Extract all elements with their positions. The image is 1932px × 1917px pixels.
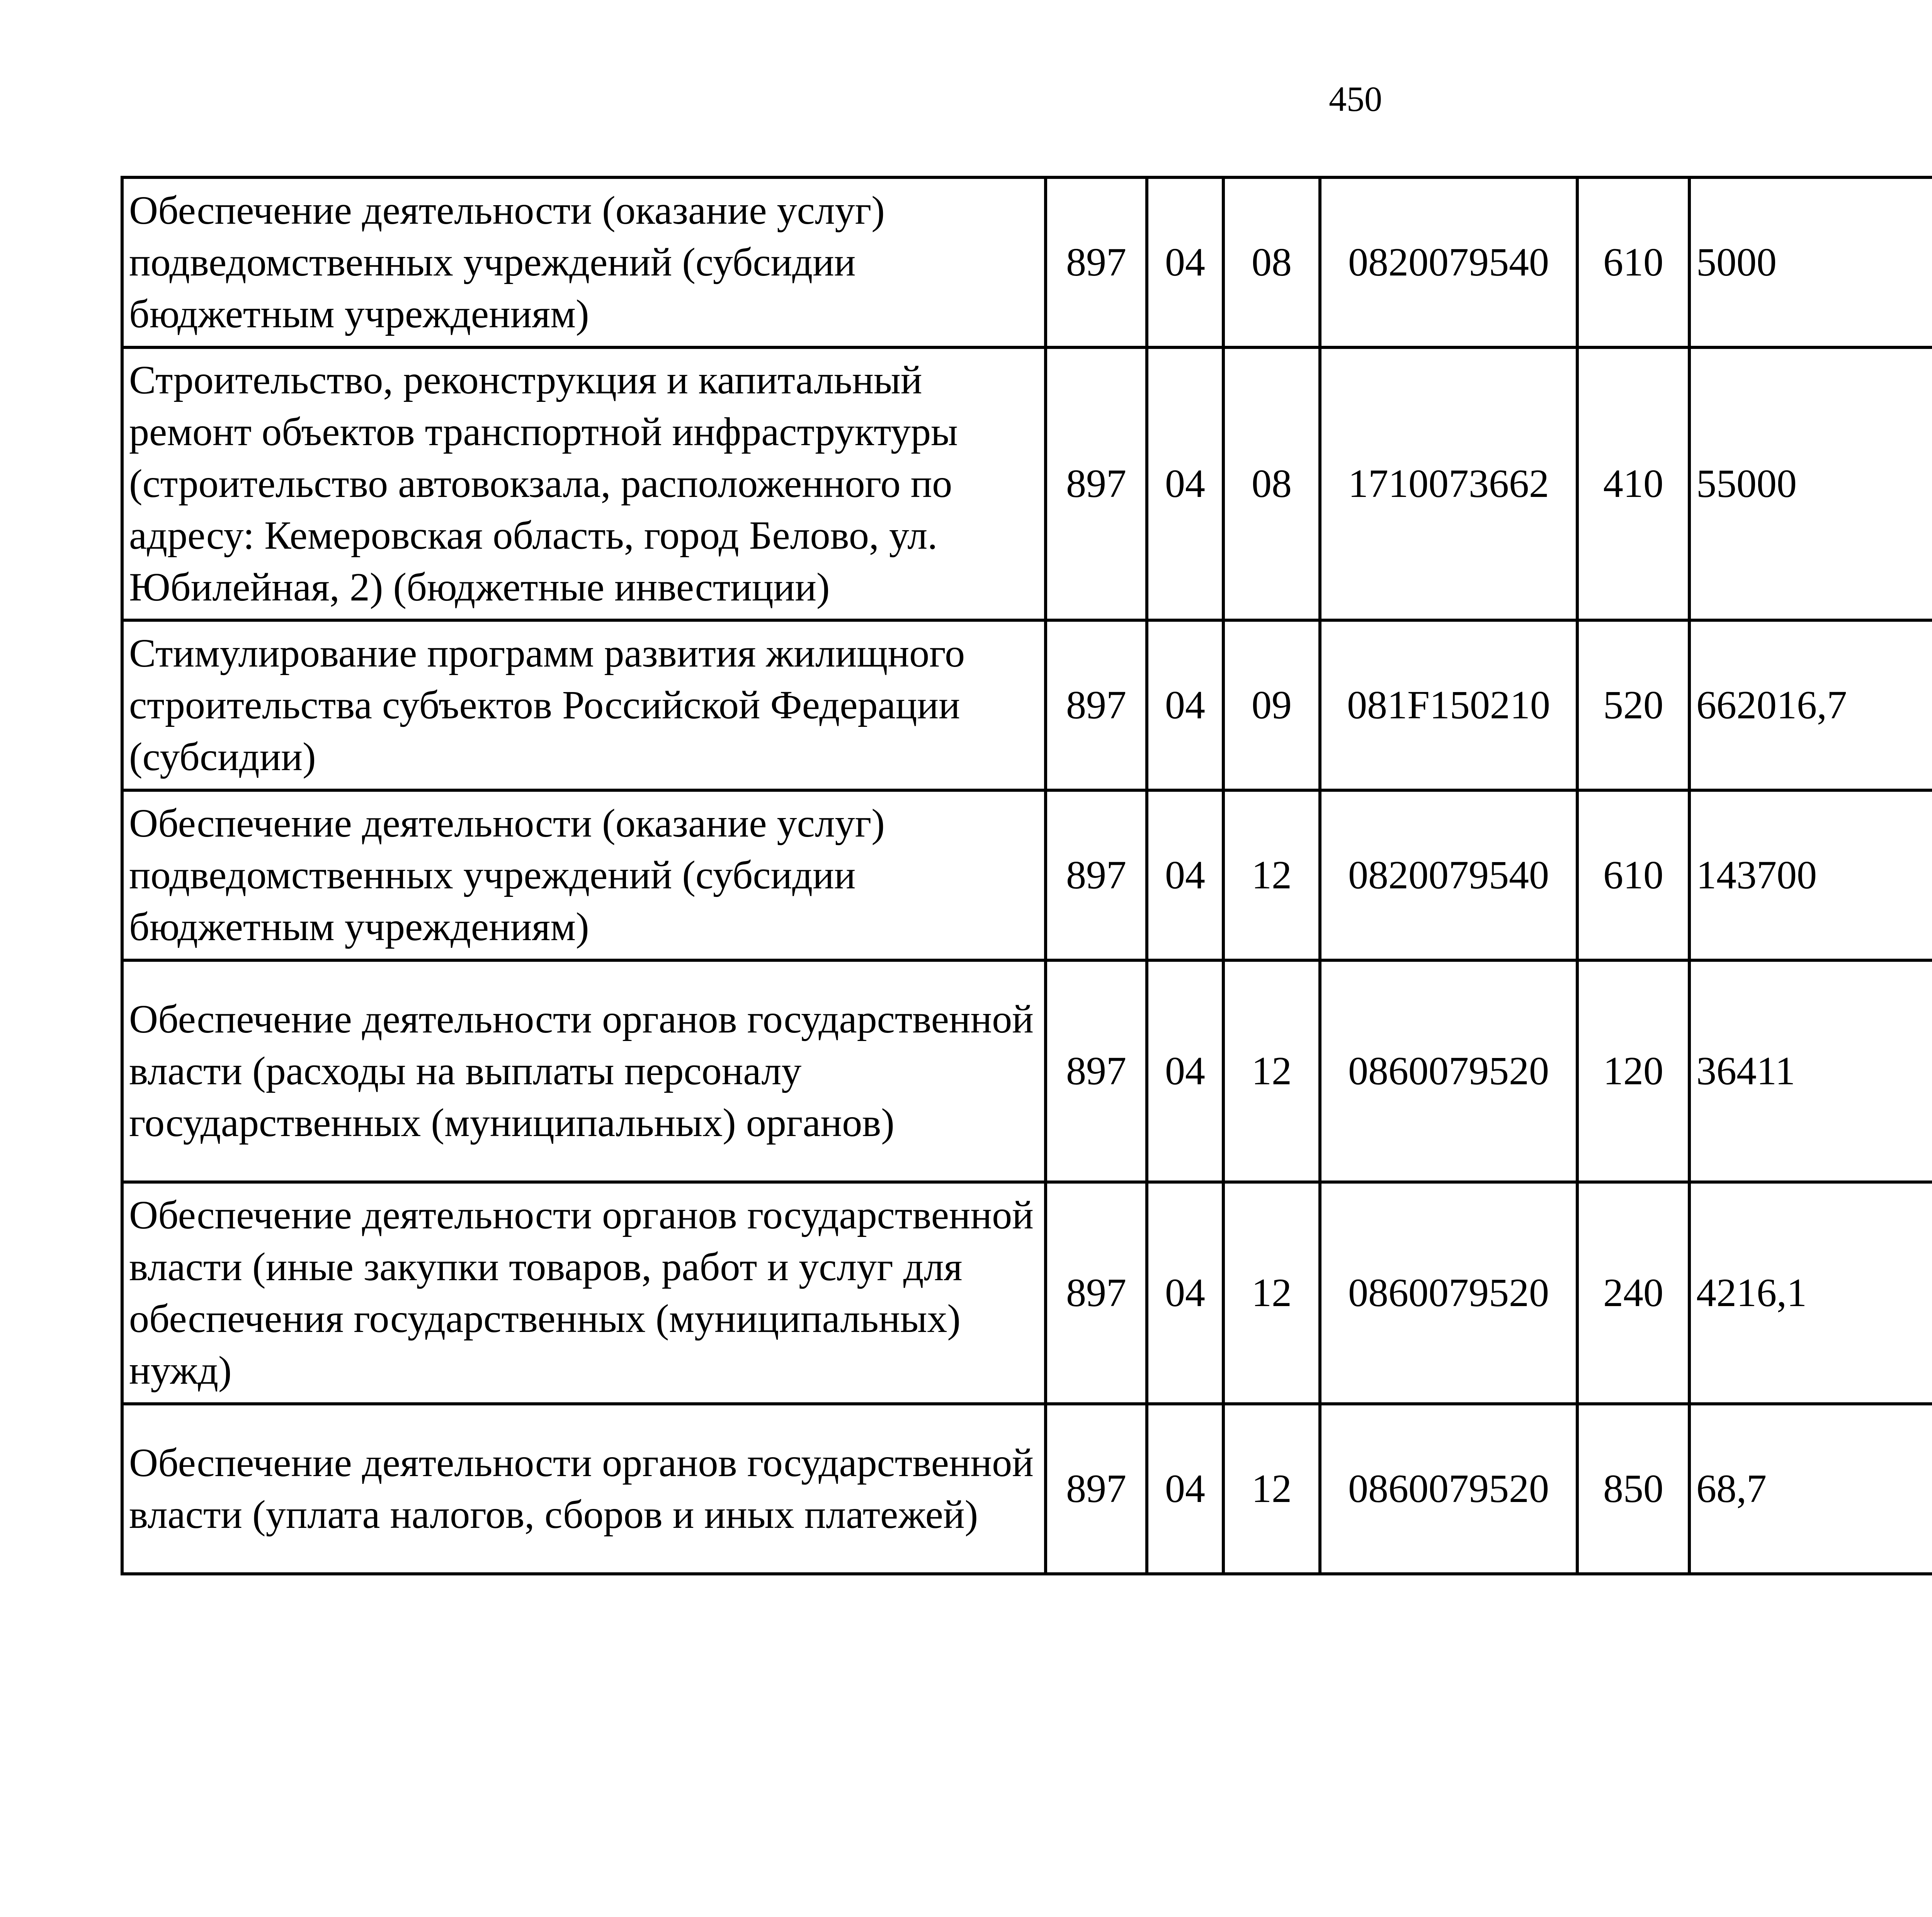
- amount-year1-cell: 5000: [1689, 177, 1932, 347]
- table-row: [122, 347, 1932, 620]
- expense-name-cell: Обеспечение деятельности органов государственной власти (иные закупки товаров, работ и услуг для обеспечения государственных (муниципальных) нужд): [122, 1182, 1046, 1404]
- table-row: [122, 960, 1932, 1182]
- grbs-cell: 897: [1046, 790, 1147, 960]
- grbs-cell: 897: [1046, 620, 1147, 790]
- expense-type-cell: 410: [1577, 347, 1689, 620]
- amount-year1-cell: 143700: [1689, 790, 1932, 960]
- target-article-cell: 0860079520: [1320, 1404, 1577, 1574]
- amount-year1-cell: 662016,7: [1689, 620, 1932, 790]
- amount-year1-cell: 36411: [1689, 960, 1932, 1182]
- expense-name-cell: Стимулирование программ развития жилищного строительства субъектов Российской Федерации (субсидии): [122, 620, 1046, 790]
- subsection-cell: 08: [1223, 347, 1320, 620]
- expense-name-cell: Обеспечение деятельности органов государственной власти (расходы на выплаты персоналу государственных (муниципальных) органов): [122, 960, 1046, 1182]
- expense-type-cell: 610: [1577, 790, 1689, 960]
- amount-year1-cell: 68,7: [1689, 1404, 1932, 1574]
- section-cell: 04: [1147, 620, 1223, 790]
- grbs-cell: 897: [1046, 1404, 1147, 1574]
- subsection-cell: 12: [1223, 790, 1320, 960]
- expense-type-cell: 240: [1577, 1182, 1689, 1404]
- expense-name-cell: Обеспечение деятельности органов государственной власти (уплата налогов, сборов и иных платежей): [122, 1404, 1046, 1574]
- table-row: [122, 177, 1932, 347]
- subsection-cell: 12: [1223, 1182, 1320, 1404]
- table-row: [122, 1182, 1932, 1404]
- table-row: [122, 620, 1932, 790]
- amount-year1-cell: 4216,1: [1689, 1182, 1932, 1404]
- section-cell: 04: [1147, 1404, 1223, 1574]
- expense-name-cell: Строительство, реконструкция и капитальный ремонт объектов транспортной инфраструктуры (строительство автовокзала, расположенного по адресу: Кемеровская область, город Белово, ул. Юбилейная, 2) (бюджетные инвестиции): [122, 347, 1046, 620]
- expense-type-cell: 520: [1577, 620, 1689, 790]
- table-row: [122, 1404, 1932, 1574]
- expense-name-cell: Обеспечение деятельности (оказание услуг) подведомственных учреждений (субсидии бюджетным учреждениям): [122, 177, 1046, 347]
- target-article-cell: 1710073662: [1320, 347, 1577, 620]
- budget-table: [121, 176, 1932, 1575]
- target-article-cell: 0820079540: [1320, 790, 1577, 960]
- subsection-cell: 08: [1223, 177, 1320, 347]
- section-cell: 04: [1147, 790, 1223, 960]
- subsection-cell: 12: [1223, 960, 1320, 1182]
- section-cell: 04: [1147, 177, 1223, 347]
- expense-type-cell: 850: [1577, 1404, 1689, 1574]
- target-article-cell: 0820079540: [1320, 177, 1577, 347]
- section-cell: 04: [1147, 960, 1223, 1182]
- grbs-cell: 897: [1046, 177, 1147, 347]
- expense-type-cell: 610: [1577, 177, 1689, 347]
- grbs-cell: 897: [1046, 1182, 1147, 1404]
- target-article-cell: 0860079520: [1320, 960, 1577, 1182]
- grbs-cell: 897: [1046, 960, 1147, 1182]
- target-article-cell: 0860079520: [1320, 1182, 1577, 1404]
- table-row: [122, 790, 1932, 960]
- expense-type-cell: 120: [1577, 960, 1689, 1182]
- page-number: 450: [1329, 79, 1382, 119]
- section-cell: 04: [1147, 347, 1223, 620]
- target-article-cell: 081F150210: [1320, 620, 1577, 790]
- amount-year1-cell: 55000: [1689, 347, 1932, 620]
- expense-name-cell: Обеспечение деятельности (оказание услуг) подведомственных учреждений (субсидии бюджетным учреждениям): [122, 790, 1046, 960]
- grbs-cell: 897: [1046, 347, 1147, 620]
- section-cell: 04: [1147, 1182, 1223, 1404]
- subsection-cell: 09: [1223, 620, 1320, 790]
- subsection-cell: 12: [1223, 1404, 1320, 1574]
